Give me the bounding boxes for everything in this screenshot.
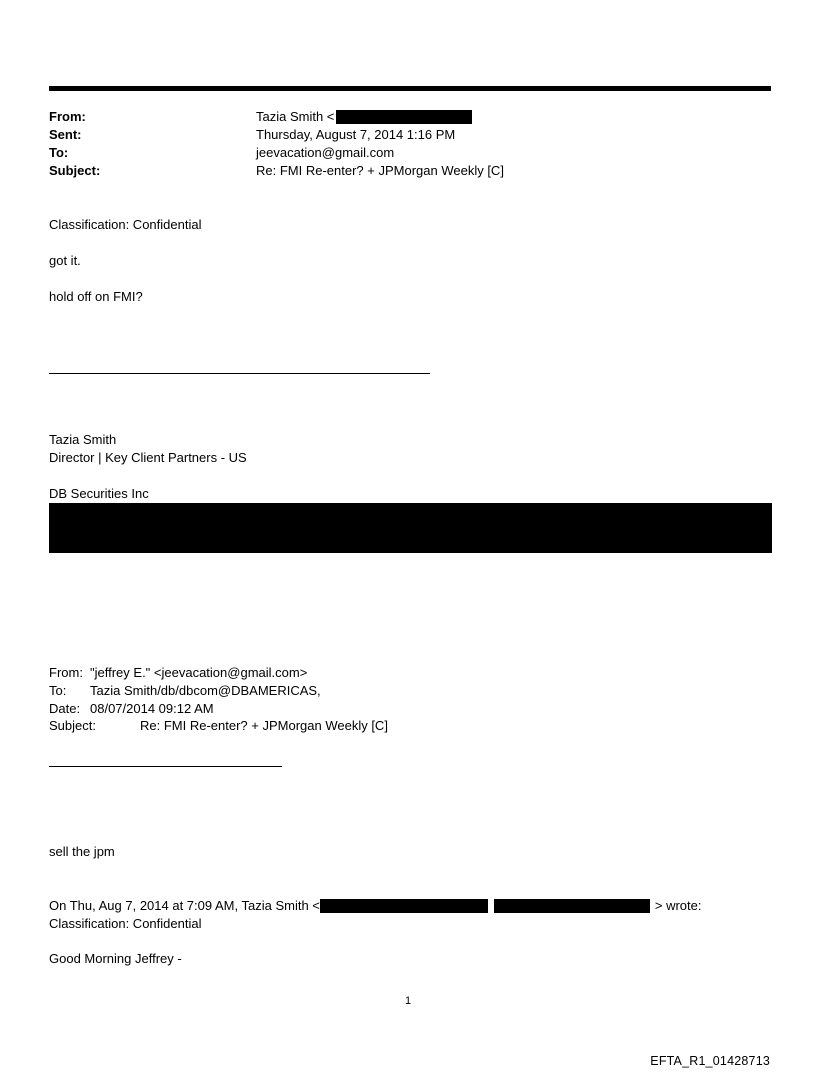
date-value-2: 08/07/2014 09:12 AM — [90, 701, 214, 716]
classification-line: Classification: Confidential — [49, 217, 202, 232]
from-label: From: — [49, 109, 86, 124]
redaction-bar — [336, 110, 472, 124]
to-label-2: To: — [49, 683, 67, 698]
signature-name: Tazia Smith — [49, 432, 117, 447]
signature-company: DB Securities Inc — [49, 486, 149, 501]
message-line: hold off on FMI? — [49, 289, 143, 304]
quote-suffix-text: > wrote: — [654, 898, 702, 913]
quote-prefix-text: On Thu, Aug 7, 2014 at 7:09 AM, Tazia Smith < — [49, 898, 320, 913]
from-value — [256, 109, 472, 124]
subject-value-2: Re: FMI Re-enter? + JPMorgan Weekly [C] — [140, 718, 388, 733]
redaction-block — [49, 503, 772, 553]
to-label: To: — [49, 145, 69, 160]
date-label-2: Date: — [49, 701, 81, 716]
subject-label: Subject: — [49, 163, 101, 178]
signature-divider — [49, 373, 430, 374]
sent-value: Thursday, August 7, 2014 1:16 PM — [256, 127, 456, 142]
redaction-bar — [320, 899, 488, 913]
quote-attribution-line — [49, 898, 702, 913]
greeting-line: Good Morning Jeffrey - — [49, 951, 182, 966]
message-line: sell the jpm — [49, 844, 115, 859]
from-label-2: From: — [49, 665, 83, 680]
subject-value: Re: FMI Re-enter? + JPMorgan Weekly [C] — [256, 163, 504, 178]
redaction-bar — [494, 899, 650, 913]
message-line: got it. — [49, 253, 81, 268]
to-value: jeevacation@gmail.com — [256, 145, 395, 160]
reply-divider — [49, 766, 282, 767]
from-value-text: Tazia Smith < — [256, 109, 335, 124]
header-divider-rule — [49, 86, 771, 91]
subject-label-2: Subject: — [49, 718, 96, 733]
to-value-2: Tazia Smith/db/dbcom@DBAMERICAS, — [90, 683, 321, 698]
sent-label: Sent: — [49, 127, 82, 142]
from-value-2: "jeffrey E." <jeevacation@gmail.com> — [90, 665, 308, 680]
signature-title: Director | Key Client Partners - US — [49, 450, 247, 465]
classification-line: Classification: Confidential — [49, 916, 202, 931]
page-number: 1 — [404, 995, 412, 1007]
bates-number: EFTA_R1_01428713 — [650, 1054, 770, 1068]
